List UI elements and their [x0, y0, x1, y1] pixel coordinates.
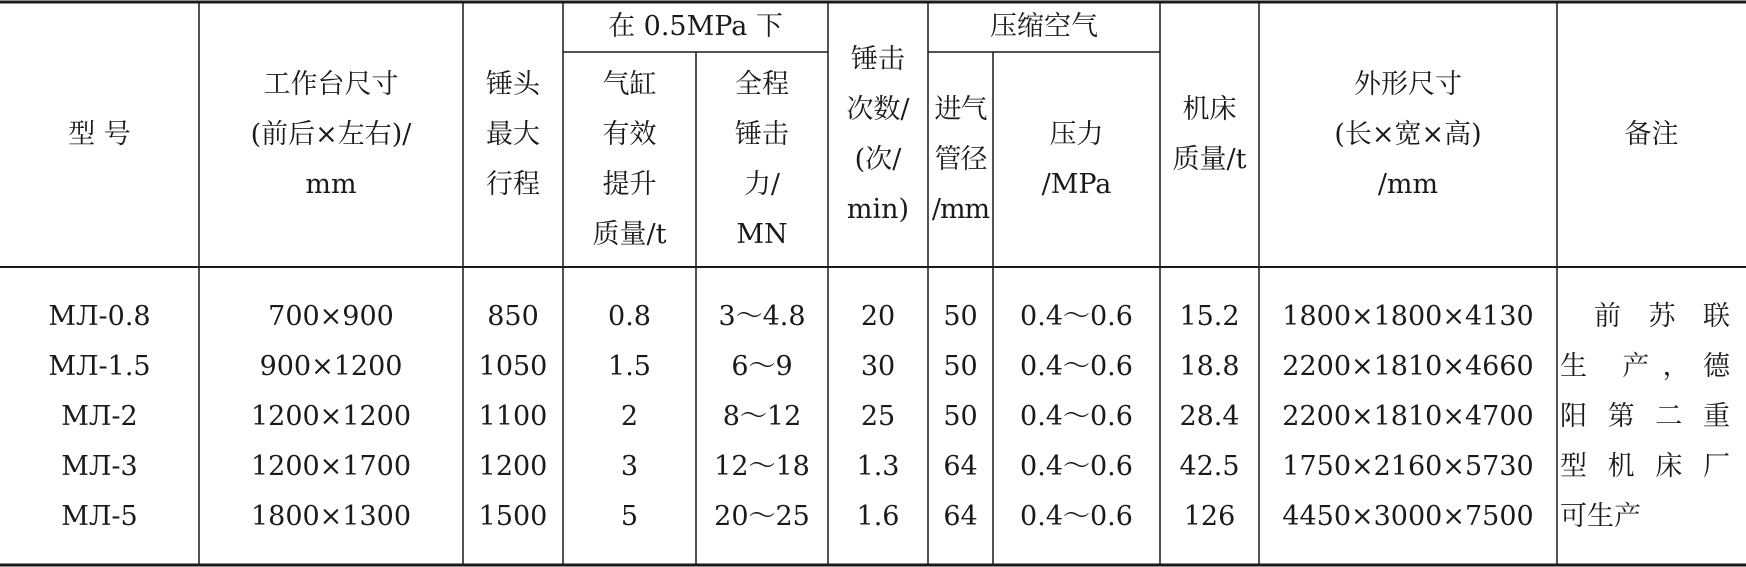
column-lift-mass: [563, 292, 696, 542]
cell-blows: 1.6: [856, 501, 900, 532]
remarks-line: 生 产，德: [1560, 351, 1730, 382]
cell-table-size: 1800×1300: [250, 501, 412, 532]
header-dimensions: 外形尺寸 (长×宽×高) /mm: [1334, 68, 1482, 200]
cell-lift-mass: 3: [620, 451, 639, 482]
cell-max-stroke: 1100: [478, 401, 548, 432]
cell-dimensions: 1800×1800×4130: [1282, 301, 1534, 332]
header-pressure: 压力 /MPa: [1041, 118, 1112, 200]
cell-table-size: 900×1200: [259, 351, 403, 382]
header-group-air: 压缩空气: [990, 11, 1098, 42]
cell-pressure: 0.4～0.6: [1020, 451, 1133, 482]
column-inlet-diameter: [928, 292, 993, 542]
cell-model: МЛ-2: [61, 401, 138, 432]
cell-dimensions: 2200×1810×4660: [1282, 351, 1534, 382]
header-blows: 锤击 次数/ (次/ min): [846, 43, 910, 225]
column-pressure: [993, 292, 1160, 542]
cell-pressure: 0.4～0.6: [1020, 301, 1133, 332]
cell-pressure: 0.4～0.6: [1020, 501, 1133, 532]
header-full-force: 全程 锤击 力/ MN: [735, 68, 789, 250]
column-machine-mass: [1160, 292, 1259, 542]
cell-inlet-diameter: 50: [943, 401, 978, 432]
column-model: [0, 292, 199, 542]
cell-full-force: 8～12: [722, 401, 802, 432]
cell-inlet-diameter: 64: [943, 451, 978, 482]
cell-model: МЛ-0.8: [48, 301, 151, 332]
header-table-size: 工作台尺寸 (前后×左右)/ mm: [250, 68, 412, 200]
cell-lift-mass: 5: [620, 501, 639, 532]
cell-pressure: 0.4～0.6: [1020, 351, 1133, 382]
header-machine-mass: 机床 质量/t: [1172, 93, 1247, 175]
header-lift-mass: 气缸 有效 提升 质量/t: [592, 68, 667, 250]
cell-blows: 20: [860, 301, 896, 332]
cell-machine-mass: 42.5: [1179, 451, 1240, 482]
cell-full-force: 12～18: [714, 451, 810, 482]
remarks-line: 阳第二重: [1560, 401, 1730, 432]
cell-dimensions: 1750×2160×5730: [1282, 451, 1534, 482]
remarks-line: 可生产: [1560, 501, 1641, 532]
cell-blows: 30: [860, 351, 896, 382]
cell-max-stroke: 1200: [478, 451, 548, 482]
cell-pressure: 0.4～0.6: [1020, 401, 1133, 432]
cell-max-stroke: 1050: [478, 351, 548, 382]
cell-machine-mass: 126: [1183, 501, 1236, 532]
cell-max-stroke: 1500: [478, 501, 548, 532]
cell-dimensions: 2200×1810×4700: [1282, 401, 1534, 432]
cell-lift-mass: 0.8: [608, 301, 651, 332]
cell-max-stroke: 850: [487, 301, 539, 332]
cell-full-force: 3～4.8: [718, 301, 806, 332]
cell-machine-mass: 28.4: [1179, 401, 1240, 432]
cell-full-force: 6～9: [731, 351, 793, 382]
cell-full-force: 20～25: [714, 501, 810, 532]
cell-lift-mass: 1.5: [608, 351, 651, 382]
remarks-line: 前苏联: [1594, 301, 1730, 332]
cell-dimensions: 4450×3000×7500: [1282, 501, 1534, 532]
header-inlet-diameter: 进气 管径 /mm: [931, 93, 990, 225]
column-full-force: [696, 292, 828, 542]
header-model: 型 号: [68, 118, 131, 150]
cell-inlet-diameter: 50: [943, 351, 978, 382]
cell-inlet-diameter: 64: [943, 501, 978, 532]
column-blows: [828, 292, 928, 542]
cell-table-size: 700×900: [268, 301, 394, 332]
header-max-stroke: 锤头 最大 行程: [486, 68, 540, 200]
cell-inlet-diameter: 50: [943, 301, 978, 332]
cell-blows: 25: [860, 401, 896, 432]
cell-lift-mass: 2: [620, 401, 639, 432]
cell-model: МЛ-3: [61, 451, 138, 482]
cell-machine-mass: 18.8: [1179, 351, 1240, 382]
cell-model: МЛ-5: [61, 501, 138, 532]
cell-table-size: 1200×1700: [250, 451, 412, 482]
column-max-stroke: [463, 292, 563, 542]
remarks-cell: [1560, 292, 1730, 542]
header-group-05mpa: 在 0.5MPa 下: [608, 11, 783, 42]
remarks-line: 型机床厂: [1560, 451, 1730, 482]
cell-table-size: 1200×1200: [250, 401, 412, 432]
cell-blows: 1.3: [856, 451, 900, 482]
cell-machine-mass: 15.2: [1179, 301, 1240, 332]
column-dimensions: [1259, 292, 1557, 542]
column-table-size: [199, 292, 463, 542]
cell-model: МЛ-1.5: [48, 351, 151, 382]
header-remarks: 备注: [1624, 118, 1679, 150]
